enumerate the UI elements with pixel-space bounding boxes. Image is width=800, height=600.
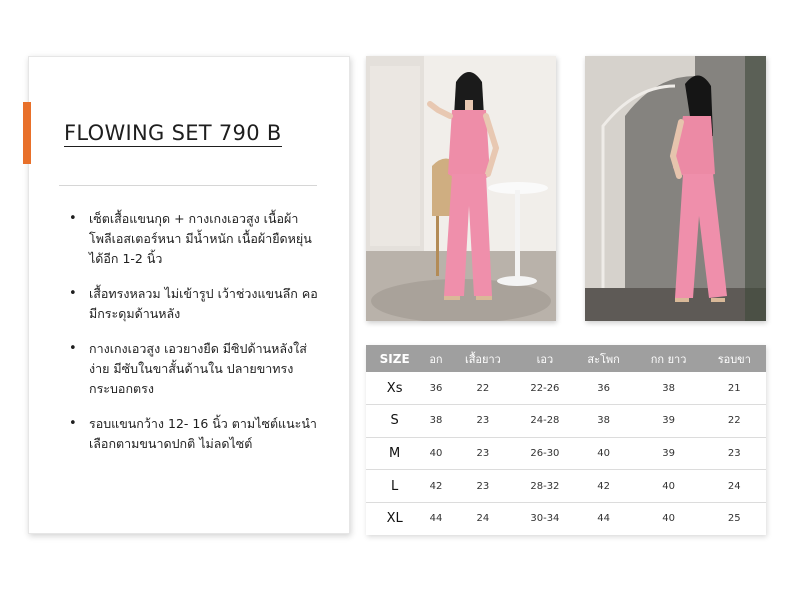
table-cell: 22 bbox=[703, 405, 766, 438]
table-row bbox=[366, 405, 766, 438]
table-cell: 39 bbox=[635, 405, 703, 438]
accent-bar bbox=[23, 102, 31, 164]
table-cell: 40 bbox=[635, 470, 703, 503]
table-cell: 36 bbox=[573, 372, 635, 405]
product-title: FLOWING SET 790 B bbox=[64, 121, 282, 145]
table-cell: 22 bbox=[449, 372, 518, 405]
feature-text: เสื้อทรงหลวม ไม่เข้ารูป เว้าช่วงแขนลึก คอมีกระดุมด้านหลัง bbox=[89, 286, 318, 321]
column-header: SIZE bbox=[366, 345, 423, 372]
table-cell: 23 bbox=[449, 437, 518, 470]
table-cell: 40 bbox=[423, 437, 448, 470]
model-photo-icon bbox=[366, 56, 556, 321]
bullet-icon: • bbox=[69, 416, 77, 431]
table-cell: 21 bbox=[703, 372, 766, 405]
table-cell: 23 bbox=[703, 437, 766, 470]
description-card bbox=[28, 56, 350, 534]
table-row bbox=[366, 502, 766, 535]
list-item bbox=[67, 209, 319, 269]
table-cell: 40 bbox=[635, 502, 703, 535]
table-header-row bbox=[366, 345, 766, 372]
feature-list bbox=[67, 209, 319, 469]
list-item bbox=[67, 284, 319, 324]
table-cell: 36 bbox=[423, 372, 448, 405]
table-cell: 38 bbox=[635, 372, 703, 405]
table-cell: 30-34 bbox=[517, 502, 572, 535]
table-cell: 25 bbox=[703, 502, 766, 535]
size-chart-table bbox=[366, 345, 766, 535]
size-cell: S bbox=[366, 405, 423, 438]
table-cell: 44 bbox=[423, 502, 448, 535]
column-header: กก ยาว bbox=[635, 345, 703, 372]
table-cell: 24 bbox=[449, 502, 518, 535]
size-cell: XL bbox=[366, 502, 423, 535]
bullet-icon: • bbox=[69, 341, 77, 356]
table-cell: 42 bbox=[423, 470, 448, 503]
table-row bbox=[366, 437, 766, 470]
table-cell: 24 bbox=[703, 470, 766, 503]
table-cell: 42 bbox=[573, 470, 635, 503]
size-cell: M bbox=[366, 437, 423, 470]
table-cell: 28-32 bbox=[517, 470, 572, 503]
table-cell: 44 bbox=[573, 502, 635, 535]
feature-text: รอบแขนกว้าง 12- 16 นิ้ว ตามไซต์แนะนำ เลือกตามขนาดปกติ ไม่ลดไซต์ bbox=[89, 416, 317, 451]
bullet-icon: • bbox=[69, 211, 77, 226]
bullet-icon: • bbox=[69, 286, 77, 301]
table-cell: 26-30 bbox=[517, 437, 572, 470]
table-cell: 23 bbox=[449, 470, 518, 503]
model-photo-front bbox=[366, 56, 556, 321]
list-item bbox=[67, 339, 319, 399]
table-cell: 38 bbox=[573, 405, 635, 438]
column-header: รอบขา bbox=[703, 345, 766, 372]
feature-text: เซ็ตเสื้อแขนกุด + กางเกงเอวสูง เนื้อผ้าโพลีเอสเตอร์หนา มีน้ำหนัก เนื้อผ้ายืดหยุ่นได้อีก 1-2 นิ้ว bbox=[89, 211, 312, 266]
column-header: เสื้อยาว bbox=[449, 345, 518, 372]
table-cell: 38 bbox=[423, 405, 448, 438]
column-header: สะโพก bbox=[573, 345, 635, 372]
table-cell: 22-26 bbox=[517, 372, 572, 405]
table-cell: 24-28 bbox=[517, 405, 572, 438]
table-row bbox=[366, 470, 766, 503]
table-cell: 40 bbox=[573, 437, 635, 470]
feature-text: กางเกงเอวสูง เอวยางยืด มีซิปด้านหลังใส่ง่าย มีซับในขาสั้นด้านใน ปลายขาทรงกระบอกตรง bbox=[89, 341, 307, 396]
model-photo-side bbox=[585, 56, 766, 321]
column-header: อก bbox=[423, 345, 448, 372]
list-item bbox=[67, 414, 319, 454]
title-divider bbox=[59, 185, 317, 186]
table-cell: 23 bbox=[449, 405, 518, 438]
table-cell: 39 bbox=[635, 437, 703, 470]
table-row bbox=[366, 372, 766, 405]
model-photo-icon bbox=[585, 56, 766, 321]
size-cell: Xs bbox=[366, 372, 423, 405]
size-cell: L bbox=[366, 470, 423, 503]
column-header: เอว bbox=[517, 345, 572, 372]
